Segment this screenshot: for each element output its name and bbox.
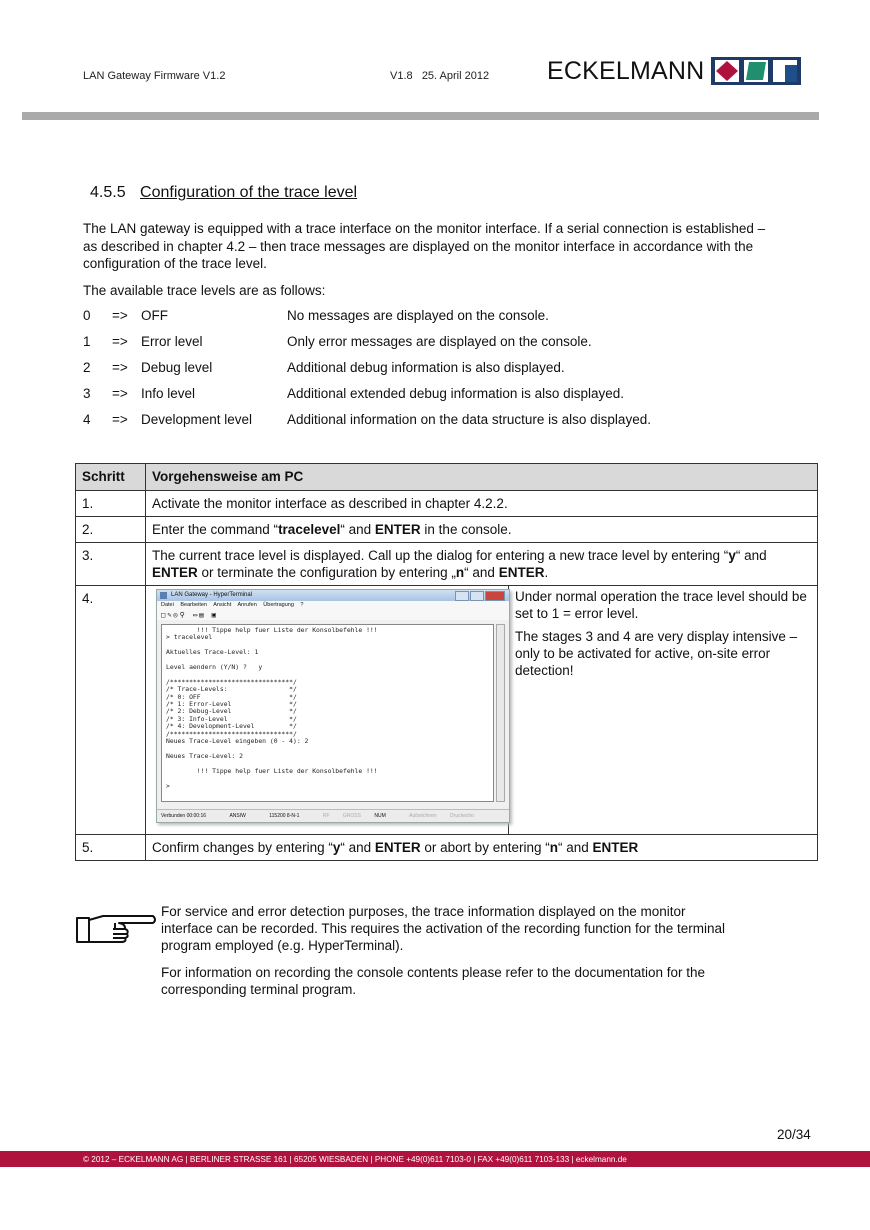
text-segment: “ and	[735, 548, 767, 563]
key-enter: ENTER	[152, 565, 198, 580]
eckelmann-logo	[547, 57, 802, 87]
text-segment: in the console.	[420, 522, 512, 537]
level-name: Development level	[141, 412, 253, 427]
level-description: No messages are displayed on the console.	[287, 308, 549, 323]
level-description: Additional extended debug information is also displayed.	[287, 386, 624, 401]
table-row	[76, 586, 818, 835]
hyperterminal-screenshot	[156, 589, 510, 823]
procedure-table	[75, 463, 818, 861]
level-number: 3	[83, 386, 91, 401]
note-normal-operation: Under normal operation the trace level should be set to 1 = error level.	[515, 589, 807, 621]
step-content	[146, 586, 818, 835]
level-description: Additional debug information is also displayed.	[287, 360, 565, 375]
table-row	[76, 517, 818, 543]
step-text: Activate the monitor interface as described in chapter 4.2.2.	[146, 491, 818, 517]
status-bar	[157, 809, 509, 822]
note-display-intensive: The stages 3 and 4 are very display intensive – only to be activated for active, on-site error detection!	[515, 629, 798, 678]
level-number: 1	[83, 334, 91, 349]
level-number: 2	[83, 360, 91, 375]
maximize-icon	[470, 591, 484, 601]
text-segment: or terminate the configuration by entering „	[197, 565, 456, 580]
logo-wordmark: ECKELMANN	[547, 57, 705, 85]
level-name: Debug level	[141, 360, 213, 375]
menu-bearbeiten: Bearbeiten	[180, 602, 207, 608]
menu-anrufen: Anrufen	[237, 602, 257, 608]
key-enter: ENTER	[498, 565, 545, 580]
menu-ansicht: Ansicht	[213, 602, 232, 608]
status-num: NUM	[374, 813, 386, 819]
level-arrow: =>	[112, 308, 128, 323]
command-tracelevel: tracelevel	[278, 522, 341, 537]
scrollbar-icon	[496, 624, 505, 802]
footer-text: © 2012 – ECKELMANN AG | BERLINER STRASSE 161 | 65205 WIESBADEN | PHONE +49(0)611 7103-0 | FAX +49(0)611 7103-133 | eckelmann.de	[83, 1155, 627, 1164]
level-row	[83, 360, 803, 378]
text-segment: “ and	[340, 840, 375, 855]
text-segment: The current trace level is displayed. Call up the dialog for entering a new trace level by entering “	[152, 548, 729, 563]
app-icon	[160, 592, 167, 599]
page-number: 20/34	[777, 1127, 811, 1142]
table-row	[76, 491, 818, 517]
level-row	[83, 334, 803, 352]
window-titlebar	[157, 590, 509, 601]
table-row	[76, 835, 818, 861]
status-capture: Aufzeichnen	[409, 813, 437, 819]
text-segment: or abort by entering “	[420, 840, 550, 855]
level-name: OFF	[141, 308, 168, 323]
text-segment: Confirm changes by entering “	[152, 840, 333, 855]
text-segment: “ and	[557, 840, 593, 855]
terminal-output: !!! Tippe help fuer Liste der Konsolbefehle !!! > tracelevel Aktuelles Trace-Level: 1 Level aendern (Y/N) ? y /********************************/ /* Trace-Levels: */ /* 0: OFF */ /* 1: Error-Level */ /* 2: Debug-Level */ /* 3: Info-Level */ /* 4: Development-Level */ /********************************/ Neues Trace-Level eingeben (0 - 4): 2 Neues Trace-Level: 2 !!! Tippe help fuer Liste der Konsolbefehle !!! >	[161, 624, 494, 802]
header-divider	[22, 112, 819, 120]
text-segment: .	[544, 565, 549, 580]
level-row	[83, 386, 803, 404]
key-enter: ENTER	[374, 522, 421, 537]
status-emulation: ANSIW	[229, 813, 246, 819]
level-arrow: =>	[112, 360, 128, 375]
menu-datei: Datei	[161, 602, 174, 608]
step-number: 2.	[76, 517, 146, 543]
minimize-icon	[455, 591, 469, 601]
step-number: 5.	[76, 835, 146, 861]
status-port: 115200 8-N-1	[269, 813, 300, 819]
pointing-hand-icon	[75, 910, 157, 948]
window-controls	[455, 591, 505, 601]
close-icon	[485, 591, 505, 601]
table-header-row	[76, 464, 818, 491]
key-n: n	[455, 565, 465, 580]
window-title: LAN Gateway - HyperTerminal	[171, 592, 253, 598]
status-gross: GROSS	[342, 813, 361, 819]
step-number: 3.	[76, 543, 146, 586]
level-description: Only error messages are displayed on the console.	[287, 334, 592, 349]
level-arrow: =>	[112, 334, 128, 349]
screenshot-cell	[146, 586, 508, 834]
levels-intro: The available trace levels are as follows:	[83, 283, 326, 298]
level-arrow: =>	[112, 412, 128, 427]
step-text	[146, 543, 818, 586]
key-y: y	[332, 840, 341, 855]
key-enter: ENTER	[592, 840, 639, 855]
section-heading	[90, 184, 357, 202]
step-number: 1.	[76, 491, 146, 517]
intro-paragraph: The LAN gateway is equipped with a trace interface on the monitor interface. If a serial connection is established – as described in chapter 4.2 – then trace messages are displayed on the monitor interface in accordance with the configuration of the trace level.	[83, 221, 766, 271]
section-title: Configuration of the trace level	[140, 184, 358, 201]
step-number: 4.	[76, 586, 146, 835]
level-description: Additional information on the data structure is also displayed.	[287, 412, 651, 427]
text-segment: “ and	[464, 565, 499, 580]
doc-version	[390, 70, 489, 82]
logo-mark-icon	[711, 57, 801, 85]
note-cell	[508, 586, 817, 834]
text-segment: Enter the command “	[152, 522, 279, 537]
header-step: Schritt	[76, 464, 146, 491]
status-print-echo: Druckecho	[450, 813, 474, 819]
level-name: Info level	[141, 386, 196, 401]
step-text	[146, 835, 818, 861]
level-name: Error level	[141, 334, 203, 349]
toolbar-icons: □✎◎⚲ ▭▤ ▣	[157, 610, 509, 620]
section-number: 4.5.5	[90, 184, 126, 201]
menu-help: ?	[300, 602, 304, 608]
version-label: V1.8	[390, 70, 413, 82]
step-text	[146, 517, 818, 543]
note-paragraph: For service and error detection purposes, the trace information displayed on the monitor interface can be recorded. This requires the activation of the recording function for the terminal program employed (e.g. HyperTerminal).	[161, 904, 726, 953]
key-n: n	[549, 840, 558, 855]
table-row	[76, 543, 818, 586]
level-number: 4	[83, 412, 91, 427]
text-segment: “ and	[340, 522, 375, 537]
level-row	[83, 308, 803, 326]
menu-bar	[157, 601, 509, 610]
level-arrow: =>	[112, 386, 128, 401]
status-connected: Verbunden 00:00:16	[161, 813, 207, 819]
key-enter: ENTER	[374, 840, 421, 855]
header-procedure: Vorgehensweise am PC	[146, 464, 818, 491]
level-number: 0	[83, 308, 91, 323]
key-y: y	[728, 548, 736, 563]
date-label: 25. April 2012	[421, 70, 490, 82]
doc-title: LAN Gateway Firmware V1.2	[83, 70, 226, 82]
menu-uebertragung: Übertragung	[263, 602, 294, 608]
status-rf: RF	[322, 813, 330, 819]
note-paragraph: For information on recording the console contents please refer to the documentation for the corresponding terminal program.	[161, 965, 706, 997]
level-row	[83, 412, 803, 430]
